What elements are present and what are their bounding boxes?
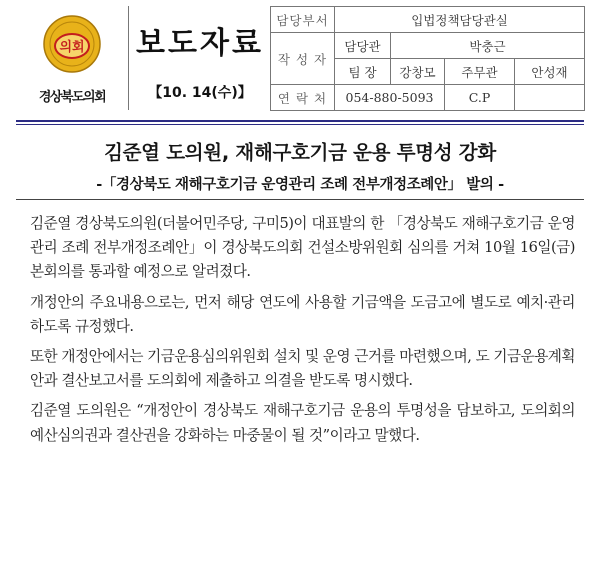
release-date: 【10. 14(수)】 bbox=[148, 85, 252, 101]
header-divider-thin bbox=[16, 124, 584, 125]
paragraph-2: 개정안의 주요내용으로는, 먼저 해당 연도에 사용할 기금액을 도금고에 별도로 예치·관리하도록 규정했다. bbox=[30, 293, 575, 335]
logo-block bbox=[16, 6, 128, 110]
contact-info-table bbox=[270, 6, 585, 111]
dept-label: 담당부서 bbox=[271, 7, 335, 33]
manager-value: 박충근 bbox=[391, 33, 585, 59]
manager-label: 담당관 bbox=[335, 33, 391, 59]
cp-label: C.P bbox=[445, 85, 515, 111]
title-block bbox=[128, 6, 271, 110]
press-release-title: 보도자료 bbox=[136, 26, 264, 61]
header-divider-thick bbox=[16, 120, 584, 122]
dept-value: 입법정책담당관실 bbox=[335, 7, 585, 33]
author-label: 작 성 자 bbox=[271, 33, 335, 85]
subheadline: -「경상북도 재해구호기금 운영관리 조례 전부개정조례안」 발의 - bbox=[96, 177, 504, 193]
paragraph-3: 또한 개정안에서는 기금운용심의위원회 설치 및 운영 근거를 마련했으며, 도 기금운용계획안과 결산보고서를 도의회에 제출하고 의결을 받도록 명시했다. bbox=[30, 348, 575, 390]
headline: 김준열 도의원, 재해구호기금 운용 투명성 강화 bbox=[104, 141, 496, 164]
emblem-text: 의회 bbox=[59, 40, 85, 55]
press-release-header bbox=[16, 6, 584, 110]
subheadline-divider bbox=[16, 199, 584, 200]
assembly-emblem-icon bbox=[42, 14, 102, 74]
paragraph-1: 김준열 경상북도의원(더불어민주당, 구미5)이 대표발의 한 「경상북도 재해구호기금 운영관리 조례 전부개정조례안」이 경상북도의회 건설소방위원회 심의를 거쳐 10월 16일(금) 본회의를 통과할 예정으로 알려졌다. bbox=[30, 215, 575, 281]
cp-value bbox=[515, 85, 585, 111]
article-body bbox=[30, 212, 575, 448]
contact-label: 연 락 처 bbox=[271, 85, 335, 111]
team-lead-label: 팀 장 bbox=[335, 59, 391, 85]
officer-value: 안성재 bbox=[515, 59, 585, 85]
phone-number: 054-880-5093 bbox=[335, 85, 445, 111]
officer-label: 주무관 bbox=[445, 59, 515, 85]
paragraph-4: 김준열 도의원은 “개정안이 경상북도 재해구호기금 운용의 투명성을 담보하고, 도의회의 예산심의권과 결산권을 강화하는 마중물이 될 것”이라고 말했다. bbox=[30, 402, 575, 444]
org-name: 경상북도의회 bbox=[38, 90, 106, 105]
team-lead-value: 강창모 bbox=[391, 59, 445, 85]
